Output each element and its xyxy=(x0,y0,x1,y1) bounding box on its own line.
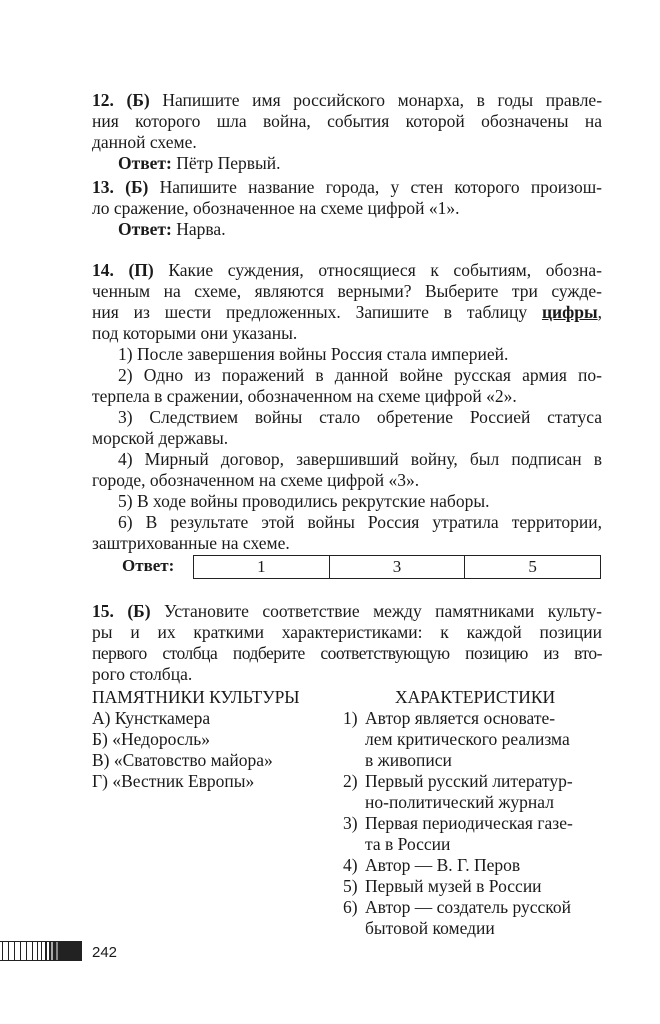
difficulty-level: (П) xyxy=(128,260,154,280)
question-text: ния которого шла война, события которой обозначены на xyxy=(92,111,602,131)
answer-text: Пётр Первый. xyxy=(176,153,281,173)
question-13 xyxy=(92,177,602,240)
monuments-column xyxy=(92,687,300,792)
question-text: рого столбца. xyxy=(92,664,193,684)
question-12 xyxy=(92,90,602,174)
question-text: ры и их краткими характеристиками: к каждой позиции xyxy=(92,622,602,642)
item-number: 4) xyxy=(343,855,358,875)
statement-2-cont: терпела в сражении, обозначенном на схеме цифрой «2». xyxy=(92,386,517,406)
question-number: 13. xyxy=(92,177,114,197)
page-marker-bar xyxy=(0,941,82,961)
characteristic-text: бытовой комедии xyxy=(365,918,495,938)
characteristic-text: Первый русский литератур- xyxy=(365,771,573,791)
question-text: ченным на схеме, являются верными? Выберите три сужде- xyxy=(92,281,602,301)
answer-cell: 3 xyxy=(329,556,465,579)
question-number: 12. xyxy=(92,90,114,110)
question-text: Напишите имя российского монарха, в годы правле- xyxy=(162,90,603,110)
answer-table xyxy=(193,555,601,579)
question-15 xyxy=(92,601,602,685)
emphasized-word: цифры xyxy=(541,302,598,322)
answer-text: Нарва. xyxy=(176,219,226,239)
question-number: 15. xyxy=(92,601,114,621)
item-number: 6) xyxy=(343,897,358,917)
column-heading: ПАМЯТНИКИ КУЛЬТУРЫ xyxy=(92,687,300,707)
question-text: Какие суждения, относящиеся к событиям, обозна- xyxy=(168,260,602,280)
monument-item: А) Кунсткамера xyxy=(92,708,211,728)
characteristic-text: Автор является основате- xyxy=(365,708,556,728)
question-text: ло сражение, обозначенное на схеме цифрой «1». xyxy=(92,198,460,218)
item-number: 5) xyxy=(343,876,358,896)
statement-4: 4) Мирный договор, завершивший войну, был подписан в xyxy=(118,449,602,469)
statement-3-cont: морской державы. xyxy=(92,428,229,448)
answer-label: Ответ: xyxy=(122,556,175,575)
monument-item: Б) «Недоросль» xyxy=(92,729,210,749)
answer-label: Ответ: xyxy=(118,219,172,239)
statement-2: 2) Одно из поражений в данной войне русская армия по- xyxy=(118,365,602,385)
characteristics-column xyxy=(343,687,603,939)
answer-line xyxy=(92,219,602,240)
characteristic-text: Автор — создатель русской xyxy=(365,897,572,917)
characteristic-text: Первый музей в России xyxy=(365,876,542,896)
answer-cell: 5 xyxy=(465,556,601,579)
statement-6-cont: заштрихованные на схеме. xyxy=(92,533,290,553)
answer-cell: 1 xyxy=(194,556,330,579)
answer-line xyxy=(92,153,602,174)
statement-1: 1) После завершения войны Россия стала империей. xyxy=(118,344,509,364)
difficulty-level: (Б) xyxy=(125,177,149,197)
page-number: 242 xyxy=(92,944,118,961)
characteristic-text: но-политический журнал xyxy=(365,792,554,812)
question-number: 14. xyxy=(92,260,114,280)
statement-4-cont: городе, обозначенном на схеме цифрой «3». xyxy=(92,470,420,490)
characteristic-text: Автор — В. Г. Перов xyxy=(365,855,521,875)
statement-3: 3) Следствием войны стало обретение Россией статуса xyxy=(118,407,602,427)
monument-item: В) «Сватовство майора» xyxy=(92,750,273,770)
question-text: данной схеме. xyxy=(92,132,197,152)
difficulty-level: (Б) xyxy=(127,601,151,621)
characteristic-text: Первая периодическая газе- xyxy=(365,813,573,833)
statement-5: 5) В ходе войны проводились рекрутские наборы. xyxy=(118,491,490,511)
answer-label: Ответ: xyxy=(118,153,172,173)
column-heading: ХАРАКТЕРИСТИКИ xyxy=(395,687,556,707)
question-text: под которыми они указаны. xyxy=(92,323,298,343)
question-text: Установите соответствие между памятниками культу- xyxy=(164,601,602,621)
item-number: 2) xyxy=(343,771,358,791)
statement-6: 6) В результате этой войны Россия утратила территории, xyxy=(118,512,602,532)
characteristic-text: та в России xyxy=(365,834,451,854)
question-text: ния из шести предложенных. Запишите в таблицу xyxy=(92,302,528,322)
characteristic-text: лем критического реализма xyxy=(365,729,570,749)
question-text: первого столбца подберите соответствующую позицию из вто- xyxy=(92,643,602,663)
difficulty-level: (Б) xyxy=(126,90,150,110)
item-number: 3) xyxy=(343,813,358,833)
monument-item: Г) «Вестник Европы» xyxy=(92,771,255,791)
characteristic-text: в живописи xyxy=(365,750,452,770)
question-14: 14. (П) Какие суждения, относящиеся к событиям, обозна- ченным на схеме, являются верными? Выберите три сужде- ния из шести предложенных. Запишите в таблицу цифры, под которыми они указаны. 1) После завершения войны Россия стала империей. 2) Одно из поражений в данной войне русская армия по- терпела в сражении, обозначенном на схеме цифрой «2». 3) Следствием войны стало обретение Россией статуса морской державы. 4) Мирный договор, завершивший войну, был подписан в городе, обозначенном на схеме цифрой «3». 5) В ходе войны проводились рекрутские наборы. 6) В результате этой войны Россия утратила территории, заштрихованные на схеме. xyxy=(92,260,602,553)
item-number: 1) xyxy=(343,708,358,728)
question-text: Напишите название города, у стен которого произош- xyxy=(159,177,603,197)
